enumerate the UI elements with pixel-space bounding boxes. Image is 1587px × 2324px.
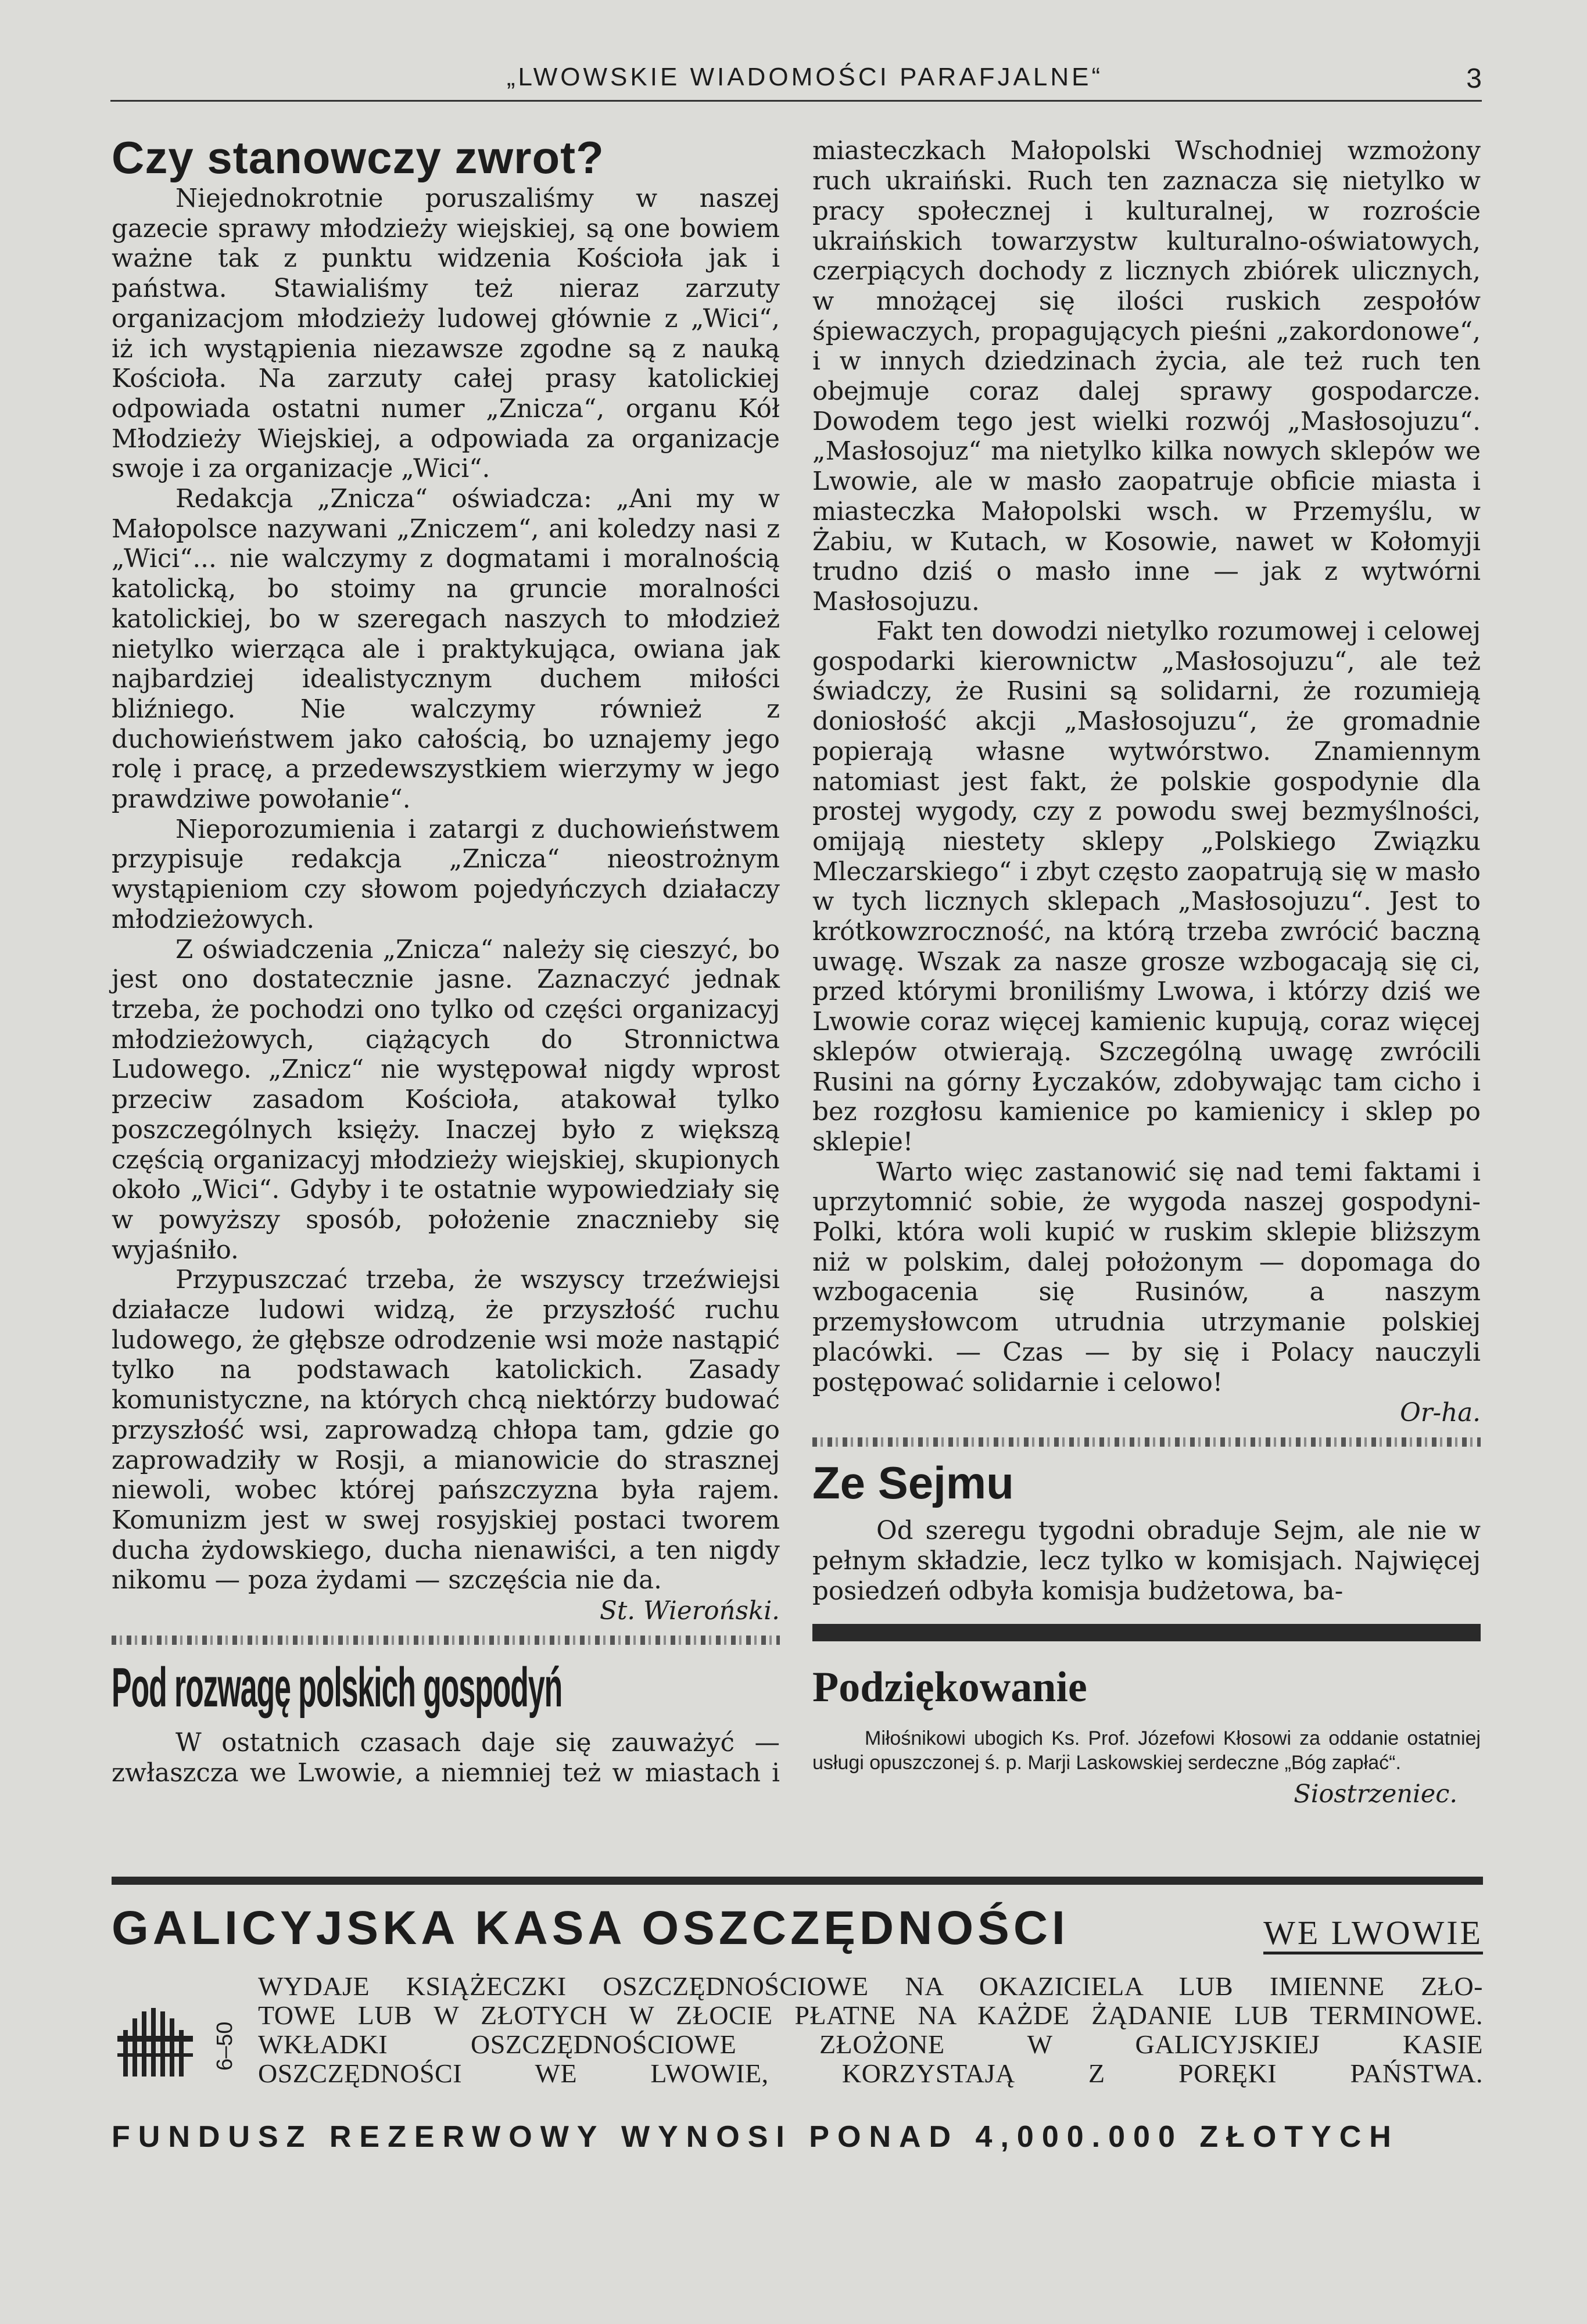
right-column <box>812 137 1481 1809</box>
left-column <box>112 131 780 1789</box>
article-signature: Or-ha. <box>1400 1398 1481 1428</box>
ornamental-divider <box>112 1636 780 1645</box>
article-paragraph: W ostatnich czasach daje się zauważyć — zwłaszcza we Lwowie, a niemniej też w miastach i <box>112 1728 780 1788</box>
ad-body <box>112 1972 1483 2117</box>
ad-line: TOWE LUB W ZŁOTYCH W ZŁOCIE PŁATNE NA KAŻDE ŻĄDANIE LUB TERMINOWE. <box>258 2000 1483 2030</box>
continued-text: miasteczkach Małopolski Wschodniej wzmożony ruch ukraiński. Ruch ten zaznacza się nietylko w pracy społecznej i kulturalnej, w rozroście ukraińskich towarzystw kulturalno-oświatowych, czerpiących dochody z licznych zbiórek ulicznych, w mnożącej się ilości ruskich zespołów śpiewaczych, propagujących pieśni „zakordonowe“, i w innych dziedzinach życia, ale też ruch ten obejmuje coraz dalej sprawy gospodarcze. Dowodem tego jest wielki rozwój „Masłosojuzu“. „Masłosojuz“ ma nietylko kilka nowych sklepów we Lwowie, ale w masło zaopatruje obficie miasta i miasteczka Małopolski wsch. w Przemyślu, w Żabiu, w Kutach, w Kosowie, nawet w Kołomyji trudno dziś o masło inne — jak z wytwórni Masłosojuzu. <box>812 137 1481 616</box>
ad-top-rule <box>112 1877 1483 1885</box>
notice-body: Miłośnikowi ubogich Ks. Prof. Józefowi Kłosowi za oddanie ostatniej usługi opuszczonej ś. p. Marji Laskowskiej serdeczne „Bóg zapłać“. <box>812 1727 1481 1774</box>
article-paragraph-continued <box>812 137 1481 617</box>
bank-name: GALICYJSKA KASA OSZCZĘDNOŚCI <box>112 1902 1069 1954</box>
bank-advertisement <box>112 1877 1483 2154</box>
article-pod-rozwage <box>112 1653 780 1789</box>
article-paragraph: Przypuszczać trzeba, że wszyscy trzeźwiejsi działacze ludowi widzą, że przyszłość ruchu ludowego, że głębsze odrodzenie wsi może nastąpić tylko na podstawach katolickich. Zasady komunistyczne, na których chcą niektórzy budować przyszłość wsi, zaprowadzą chłopa tam, gdzie go zaprowadziły w Rosji, a mianowicie do strasznej niewoli, wobec której pańszczyzna była rajem. Komunizm jest w swej rosyjskiej postaci tworem ducha żydowskiego, ducha nienawiści, a ten nigdy nikomu — poza żydami — szczęścia nie da. <box>112 1265 780 1595</box>
article-paragraph: Fakt ten dowodzi nietylko rozumowej i celowej gospodarki kierownictw „Masłosojuzu“, ale też świadczy, że Rusini są solidarni, że rozumieją doniosłość akcji „Masłosojuzu“, że gromadnie popierają własne wytwórstwo. Znamiennym natomiast jest fakt, że polskie gospodynie dla prostej wygody, czy z powodu swej bezmyślności, omijają niestety sklepy „Polskiego Związku Mleczarskiego“ i zbyt często zaopatrują się w masło w tych licznych sklepach „Masłosojuzu“. Jest to krótkowzroczność, na którą trzeba zwrócić baczną uwagę. Wszak za nasze grosze wzbogacają się ci, przed którymi broniliśmy Lwowa, i którzy dziś we Lwowie coraz więcej kamienic kupują, coraz więcej sklepów otwierają. Szczególną uwagę zwrócili Rusini na górny Łyczaków, zdobywając tam cicho i bez rozgłosu kamienice po kamienicy i sklep po sklepie! <box>812 617 1481 1157</box>
article-title: Ze Sejmu <box>812 1457 1014 1509</box>
article-paragraph: Z oświadczenia „Znicza“ należy się cieszyć, bo jest ono dostatecznie jasne. Zaznaczyć jednak trzeba, że pochodzi ono tylko od części organizacyj młodzieżowych, ciążących do Stronnictwa Ludowego. „Znicz“ nie występował nigdy wprost przeciw zasadom Kościoła, atakował tylko poszczególnych księży. Inaczej było z większą częścią organizacyj młodzieży wiejskiej, skupionych około „Wici“. Gdyby i te ostatnie wypowiedziały się w powyższy sposób, położenie znacznieby się wyjaśniło. <box>112 935 780 1265</box>
bank-city: WE LWOWIE <box>1263 1914 1483 1954</box>
section-rule <box>812 1624 1481 1641</box>
article-ze-sejmu <box>812 1455 1481 1606</box>
telephone-logo-icon <box>112 1995 199 2088</box>
notice-podziekowanie <box>812 1661 1481 1809</box>
running-head <box>110 63 1499 103</box>
article-paragraph: Nieporozumienia i zatargi z duchowieństwem przypisuje redakcja „Znicza“ nieostrożnym wystąpieniom czy słowom pojedyńczych działaczy młodzieżowych. <box>112 815 780 934</box>
page-number: 3 <box>1466 63 1482 94</box>
article-paragraph: Warto więc zastanowić się nad temi faktami i uprzytomnić sobie, że wygoda naszej gospodyni-Polki, która woli kupić w ruskim sklepie bliższym niż w polskim, dalej położonym — dopomaga do wzbogacenia się Rusinów, a naszym przemysłowcom utrudnia utrzymanie polskiej placówki. — Czas — by się i Polacy nauczyli postępować solidarnie i celowo! <box>812 1157 1481 1397</box>
ornamental-divider <box>812 1437 1481 1447</box>
notice-title: Podziękowanie <box>812 1663 1087 1712</box>
article-signature: St. Wieroński. <box>600 1597 780 1626</box>
ad-line: WYDAJE KSIĄŻECZKI OSZCZĘDNOŚCIOWE NA OKAZICIELA LUB IMIENNE ZŁO- <box>258 1971 1483 2001</box>
publication-title: „LWOWSKIE WIADOMOŚCI PARAFJALNE“ <box>506 63 1104 91</box>
article-pod-rozwage-continued <box>812 137 1481 1428</box>
reserve-fund: FUNDUSZ REZERWOWY WYNOSI PONAD 4,000.000 ZŁOTYCH <box>112 2120 1399 2154</box>
article-paragraph: Niejednokrotnie poruszaliśmy w naszej gazecie sprawy młodzieży wiejskiej, są one bowiem ważne tak z punktu widzenia Kościoła jak i państwa. Stawialiśmy też nieraz zarzuty organizacjom młodzieży ludowej głównie z „Wici“, iż ich wystąpienia niezawsze zgodne są z nauką Kościoła. Na zarzuty całej prasy katolickiej odpowiada ostatni numer „Znicza“, organu Kół Młodzieży Wiejskiej, a odpowiada za organizacje swoje i za organizacje „Wici“. <box>112 184 780 484</box>
article-paragraph: Redakcja „Znicza“ oświadcza: „Ani my w Małopolsce nazywani „Zniczem“, ani koledzy nasi z „Wici“... nie walczymy z dogmatami i moralnością katolicką, bo stoimy na gruncie moralności katolickiej, bo w szeregach naszych to młodzież nietylko wierząca ale i praktykująca, owiana jak najbardziej idealistycznym duchem miłości bliźniego. Nie walczymy również z duchowieństwem jako całością, bo uznajemy jego rolę i pracę, a przedewszystkiem wierzymy w jego prawdziwe powołanie“. <box>112 485 780 815</box>
article-title: Pod rozwagę polskich gospodyń <box>112 1656 563 1719</box>
article-czy-stanowczy-zwrot <box>112 131 780 1626</box>
ad-text-lines <box>258 1972 1483 2088</box>
notice-signature: Siostrzeniec. <box>1294 1780 1457 1809</box>
article-title: Czy stanowczy zwrot? <box>112 132 604 183</box>
ad-line: OSZCZĘDNOŚCI WE LWOWIE, KORZYSTAJĄ Z PORĘKI PAŃSTWA. <box>258 2058 1483 2088</box>
header-rule <box>110 100 1482 102</box>
article-paragraph: Od szeregu tygodni obraduje Sejm, ale nie w pełnym składzie, lecz tylko w komisjach. Najwięcej posiedzeń odbyła komisja budżetowa, ba- <box>812 1516 1481 1606</box>
phone-number: 6–50 <box>213 2021 237 2071</box>
ad-line: WKŁADKI OSZCZĘDNOŚCIOWE ZŁOŻONE W GALICYJSKIEJ KASIE <box>258 2029 1483 2059</box>
ad-heading <box>112 1901 1483 1956</box>
